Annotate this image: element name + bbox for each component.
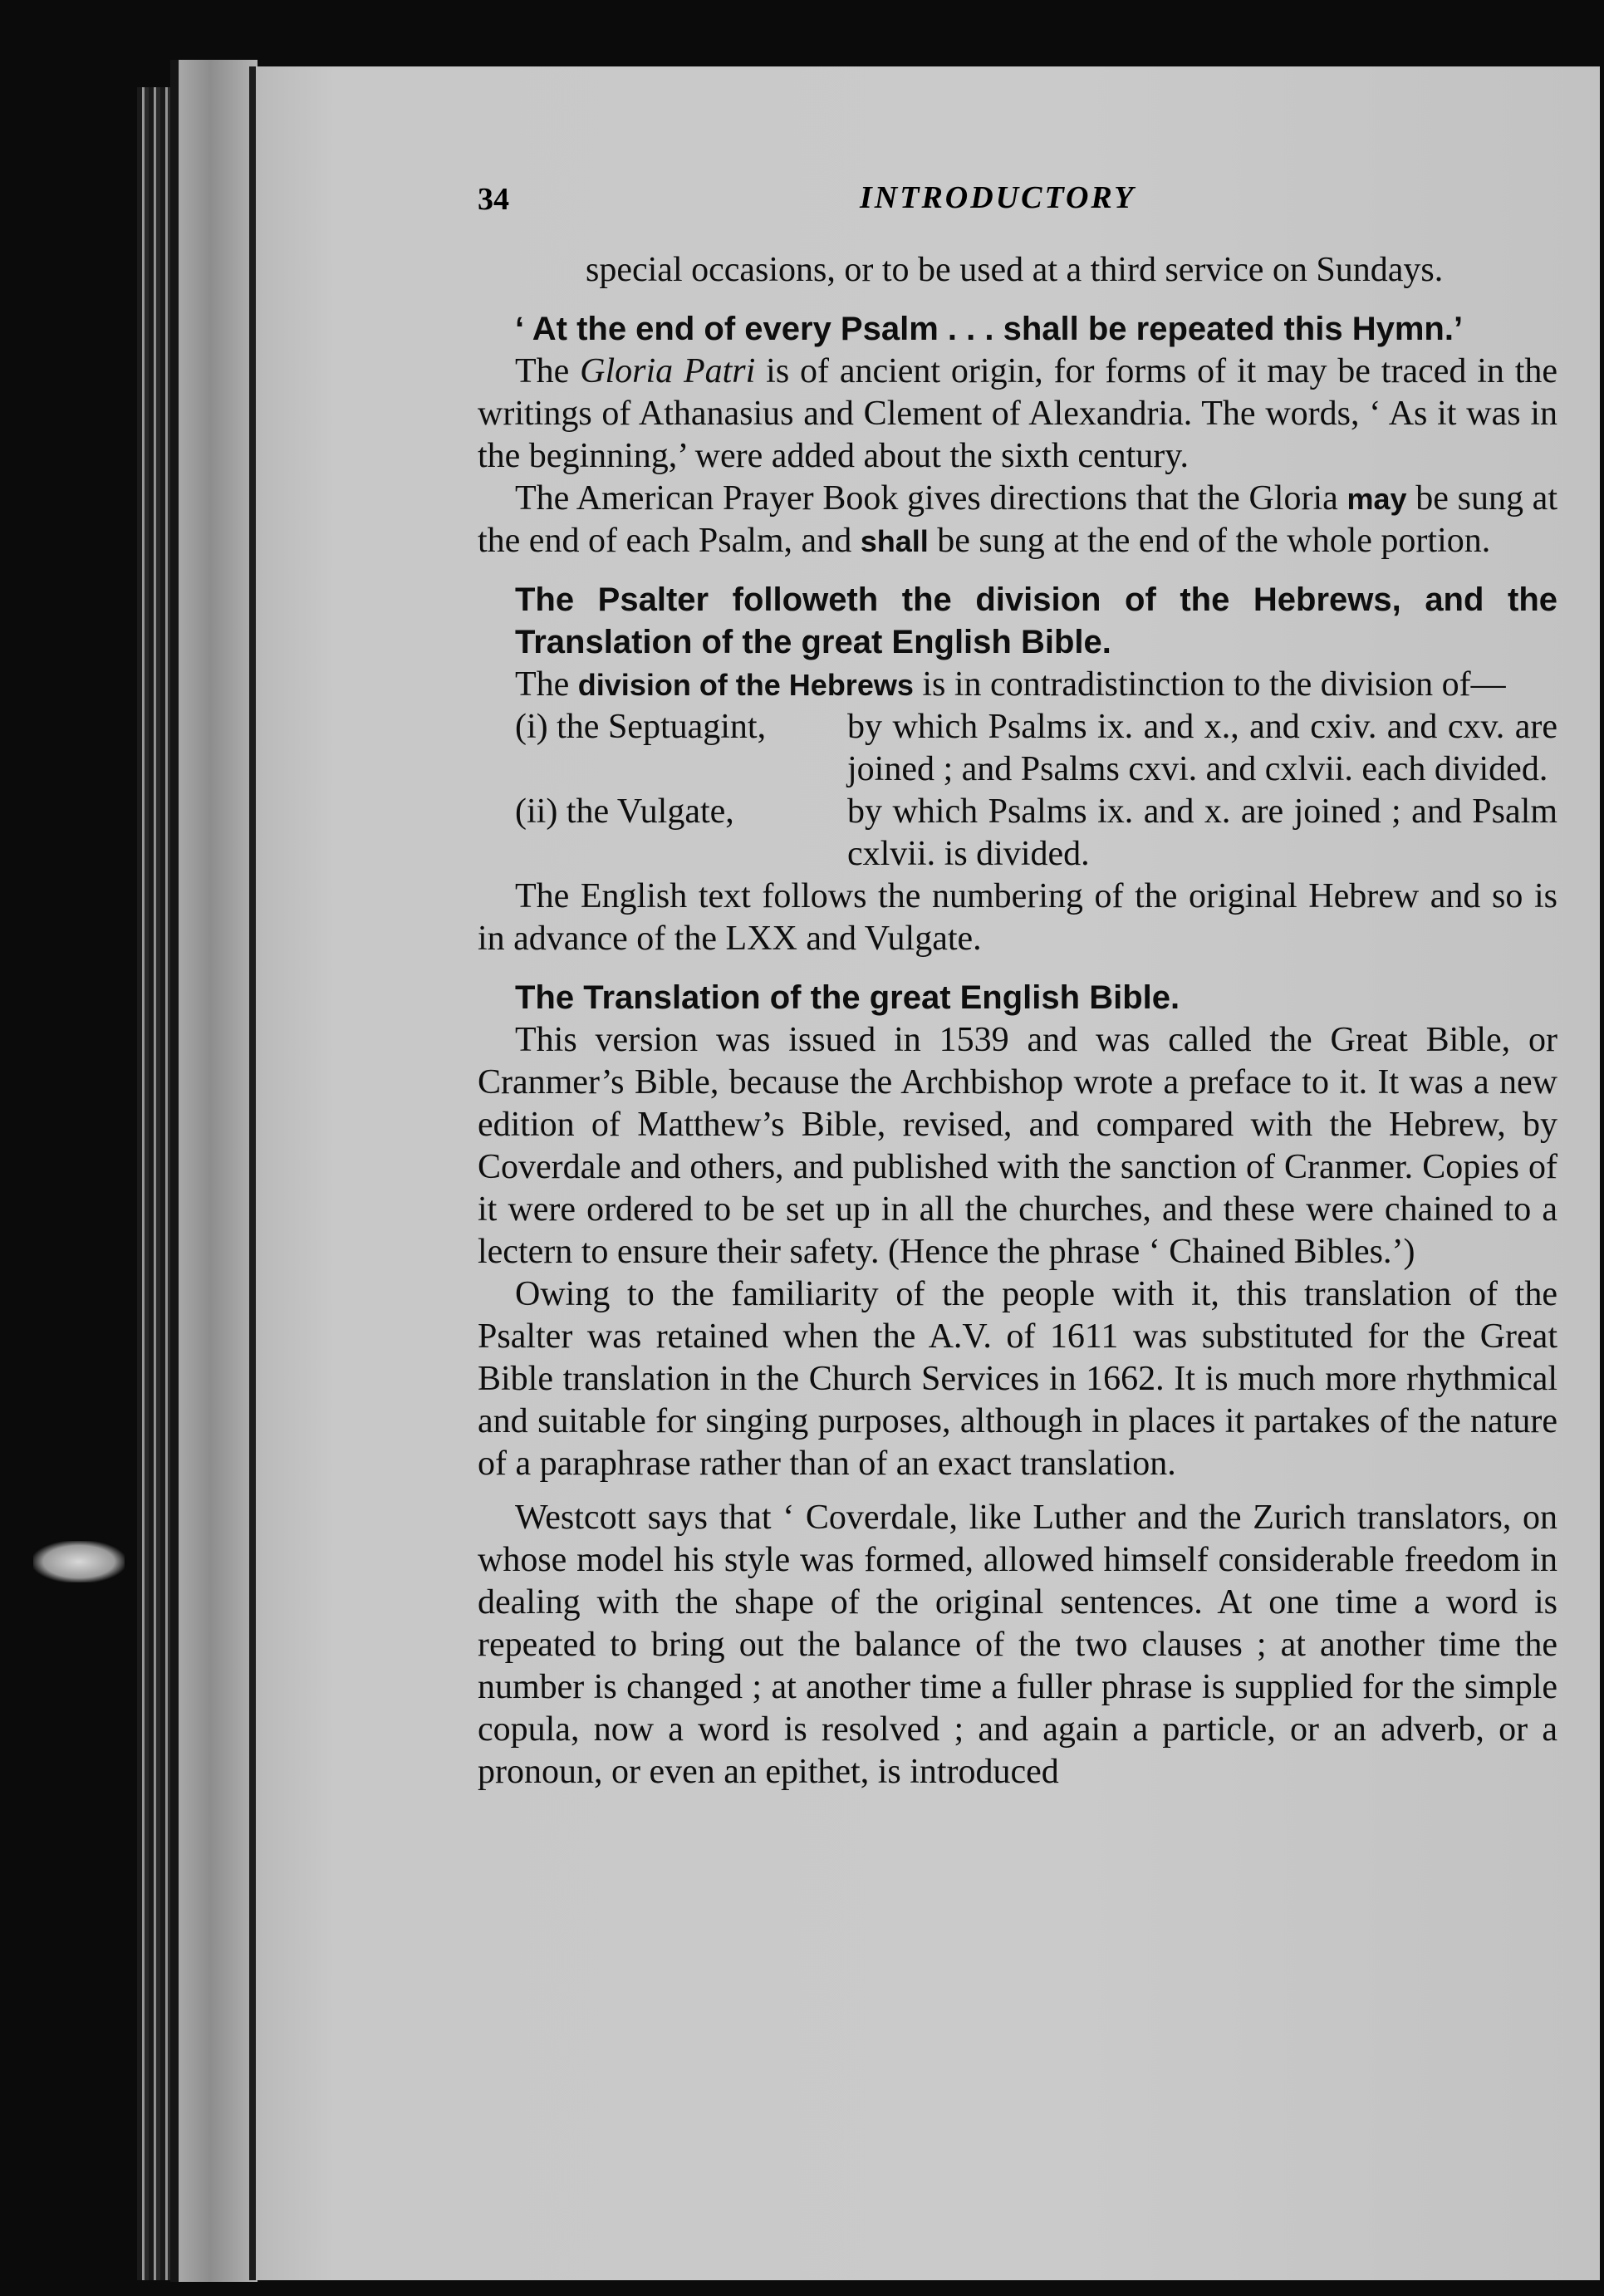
page-body — [478, 249, 1557, 1793]
division-vulgate: (ii) the Vulgate, by which Psalms ix. and x. are joined ; and Psalm cxlvii. is divided. — [515, 792, 1557, 873]
paragraph-continuation: special occasions, or to be used at a third service on Sundays. — [586, 251, 1444, 289]
paragraph-westcott: Westcott says that ‘ Coverdale, like Luther and the Zurich translators, on whose model his style was formed, allowed himself considerable freedom in dealing with the shape of the original sentences. At one time a word is repeated to bring out the balance of the two clauses ; at another time the number is changed ; at another time a fuller phrase is supplied for the simple copula, now a word is resolved ; and again a particle, or an adverb, or a pronoun, or even an epithet, is introduced — [478, 1499, 1557, 1791]
rubric-psalter-division: The Psalter followeth the division of the Hebrews, and the Translation of the great English Bible. — [515, 581, 1557, 660]
running-head: INTRODUCTORY — [860, 180, 1136, 215]
paragraph-familiarity: Owing to the familiarity of the people with it, this translation of the Psalter was retained when the A.V. of 1611 was substituted for the Great Bible translation in the Church Services in 1662. It is much more rhythmical and suitable for singing purposes, although in places it partakes of the nature of a paraphrase rather than of an exact translation. — [478, 1275, 1557, 1483]
paragraph-division-hebrews: The division of the Hebrews is in contradistinction to the division of— — [515, 665, 1506, 704]
page-binding-edge — [249, 66, 256, 2280]
rubric-gloria: ‘ At the end of every Psalm . . . shall be repeated this Hymn.’ — [515, 311, 1464, 347]
division-septuagint: (i) the Septuagint, by which Psalms ix. and x., and cxiv. and cxv. are joined ; and Psalms cxvi. and cxlvii. each divided. — [515, 708, 1557, 788]
paragraph-american-prayer-book: The American Prayer Book gives directions that the Gloria may be sung at the end of each Psalm, and shall be sung at the end of the whole portion. — [478, 479, 1557, 560]
page-number: 34 — [478, 182, 509, 217]
paragraph-english-text: The English text follows the numbering of the original Hebrew and so is in advance of the LXX and Vulgate. — [478, 877, 1557, 958]
book-gutter — [170, 60, 258, 2282]
paper-clip-mark — [33, 1541, 125, 1582]
gloria-patri-italic: Gloria Patri — [580, 352, 756, 390]
paragraph-great-bible-history: This version was issued in 1539 and was called the Great Bible, or Cranmer’s Bible, because the Archbishop wrote a preface to it. It was a new edition of Matthew’s Bible, revised, and compared with the Hebrew, by Coverdale and others, and published with the sanction of Cranmer. Copies of it were ordered to be set up in all the churches, and these were chained to a lectern to ensure their safety. (Hence the phrase ‘ Chained Bibles.’) — [478, 1021, 1557, 1271]
paragraph-gloria-patri: The Gloria Patri is of ancient origin, for forms of it may be traced in the writings of Athanasius and Clement of Alexandria. The words, ‘ As it was in the beginning,’ were added about the sixth century. — [478, 352, 1558, 475]
page-header — [478, 181, 1557, 223]
rubric-great-bible: The Translation of the great English Bible. — [515, 979, 1180, 1016]
